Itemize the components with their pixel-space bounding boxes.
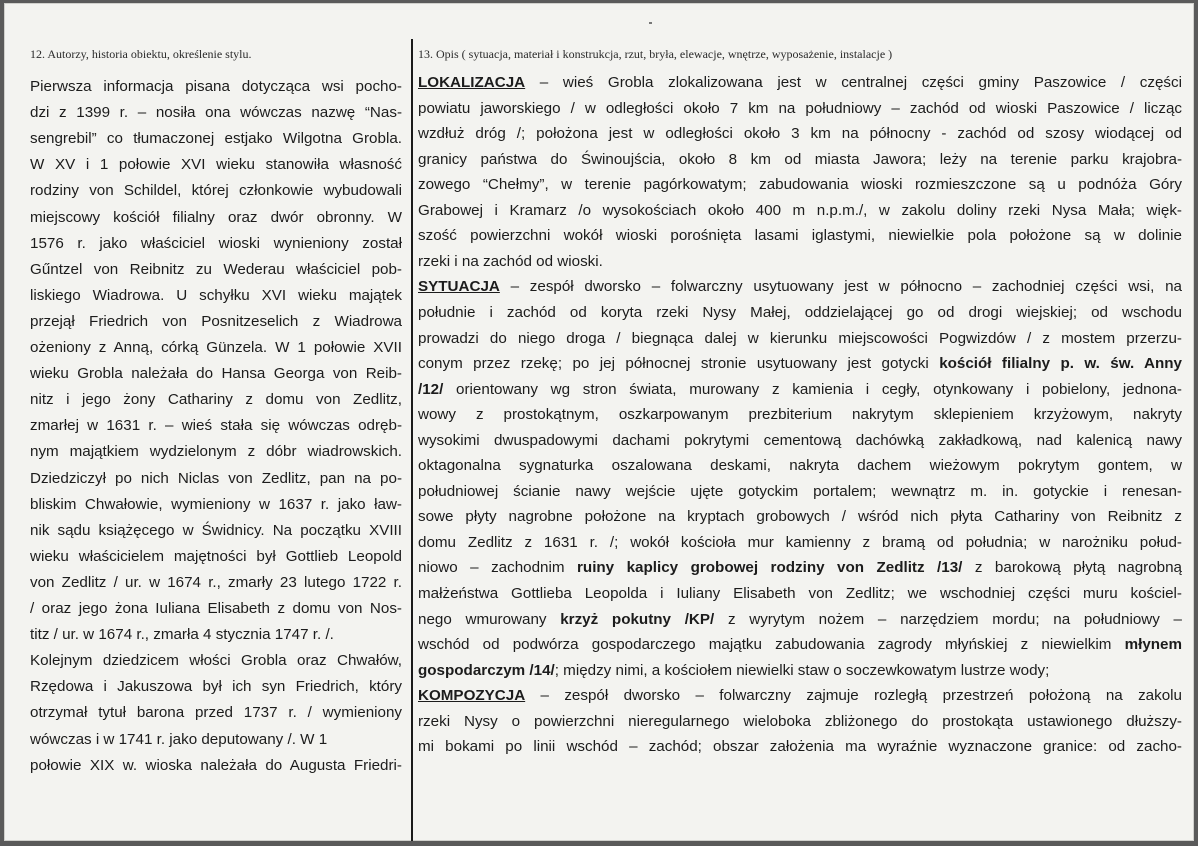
text-segment: conym przez rzekę; po jej północnej stronie usytuowany jest gotycki [418, 355, 940, 373]
text-line [418, 150, 1182, 170]
text-line [418, 737, 1182, 757]
section-heading: KOMPOZYCJA [418, 687, 526, 705]
text-line: rodziny von Schildel, której członkowie wybudowali [30, 182, 402, 200]
text-line: W XV i 1 połowie XVI wieku stanowiła własność [30, 156, 402, 174]
text-line: Pierwsza informacja pisana dotycząca wsi pocho- [30, 78, 402, 95]
text-line: dzi z 1399 r. – nosiła ona wówczas nazwę “Nas- [30, 104, 402, 122]
text-line: przejął Friedrich von Posnitzeselich z Wiadrowa [30, 312, 402, 330]
text-segment: powiatu jaworskiego / w odległości około 7 km na południowy – zachód od wioski Paszowice / licząc [418, 99, 1182, 117]
column-divider [411, 39, 413, 841]
text-line: połowie XIX w. wioska należała do Augusta Friedri- [30, 756, 402, 774]
text-segment: zowego “Chełmy”, w terenie pagórkowatym; zabudowania wioski rozmieszczone są u podnóża Góry [418, 176, 1182, 194]
text-line: wieku właścicielem majętności był Gottlieb Leopold [30, 547, 402, 565]
section-13-header: 13. Opis ( sytuacja, materiał i konstrukcja, rzut, bryła, elewacje, wnętrze, wyposażenie, instalacje ) [418, 47, 893, 61]
text-line: bliskim Chwałowie, wymieniony w 1637 r. jako ław- [30, 495, 402, 513]
text-segment: – zespół dworsko – folwarczny usytuowany jest w północno – zachodniej części wsi, na [499, 278, 1182, 296]
document-page [4, 3, 1194, 841]
text-line: 1576 r. jako właściciel wioski wynieniony został [30, 234, 402, 252]
text-segment: południe i zachód od koryta rzeki Nysy Małej, oddzielającej go od drogi wiejskiej; od wschodu [418, 303, 1182, 321]
text-segment: wysokimi dwuspadowymi dachami pokrytymi cementową dachówką zakładkową, nad kalenicą nawy [418, 431, 1182, 449]
text-segment: z barokową płytą nagrobną [962, 559, 1182, 577]
text-line: titz / ur. w 1674 r., zmarła 4 stycznia 1747 r. /. [30, 626, 334, 644]
text-line [418, 507, 1182, 527]
text-line [418, 380, 1182, 400]
scan-speck [649, 22, 652, 24]
section-12-header: 12. Autorzy, historia obiektu, określenie stylu. [30, 47, 252, 61]
bold-phrase: gospodarczym /14/ [418, 661, 555, 679]
text-line: sengrebil” co tłumaczonej estjako Wilgotna Grobla. [30, 130, 402, 148]
bold-phrase: młynem [1124, 636, 1182, 654]
text-segment: orientowany wg stron świata, murowany z kamienia i cegły, otynkowany i pobielony, jednona- [443, 380, 1182, 398]
text-line [418, 431, 1182, 451]
text-segment: szość powierzchni wokół wioski porośnięta lasami iglastymi, niewielkie pola położone są w dolinie [418, 227, 1182, 245]
bold-phrase: kościół filialny p. w. św. Anny [939, 355, 1182, 373]
bold-phrase: ruiny kaplicy grobowej rodziny von Zedlitz /13/ [577, 559, 963, 577]
text-line [418, 73, 1182, 93]
text-line [418, 329, 1182, 349]
text-line: miejscowy kościół filialny oraz dwór obronny. W [30, 208, 402, 226]
text-line: nitz i jego żony Cathariny z domu von Zedlitz, [30, 391, 402, 409]
text-segment: nego wmurowany [418, 610, 561, 628]
text-line: nik sądu książęcego w Świdnicy. Na początku XVIII [30, 521, 402, 539]
text-line: wieku Grobla należała do Hansa Georga von Reib- [30, 365, 402, 383]
text-line [418, 635, 1182, 655]
text-segment: małżeństwa Gottlieba Leopolda i Iuliany Elisabeth von Zedlitz; we wschodniej części muru kościel- [418, 585, 1182, 602]
text-segment: wowy z prostokątnym, oszkarpowanym prezbiterium nakrytym sklepieniem krzyżowym, nakryty [418, 406, 1182, 424]
text-line [418, 252, 1182, 272]
text-line [418, 712, 1182, 732]
text-line: von Zedlitz / ur. w 1674 r., zmarły 23 lutego 1722 r. [30, 573, 402, 591]
bold-phrase: krzyż pokutny /KP/ [560, 610, 715, 628]
text-line [418, 610, 1182, 630]
section-heading: SYTUACJA [418, 278, 500, 296]
text-line [418, 303, 1182, 323]
text-segment: rzeki i na zachód od wioski. [418, 252, 603, 270]
text-line [418, 175, 1182, 195]
text-line: Gűntzel von Reibnitz zu Wederau właściciel pob- [30, 260, 402, 278]
text-line [418, 686, 1182, 706]
text-segment: południowej ścianie nawy wejście ujęte gotyckim portalem; wewnątrz m. in. gotyckie i renesan- [418, 482, 1182, 500]
text-line: / oraz jego żona Iuliana Elisabeth z domu von Nos- [30, 600, 402, 617]
text-line [418, 482, 1182, 502]
text-segment: wschód od podwórza gospodarczego majątku zabudowania zagrody młyńskiej z niewielkim [418, 636, 1125, 654]
text-line [418, 354, 1182, 374]
text-line: nym majątkiem wydzielonym z dóbr wiadrowskich. [30, 443, 402, 461]
text-line [418, 558, 1182, 578]
text-segment: rzeki Nysy o powierzchni nieregularnego wieloboka zbliżonego do prostokąta ustawionego dłuższy- [418, 712, 1182, 730]
text-line [418, 277, 1182, 297]
section-heading: LOKALIZACJA [418, 74, 526, 91]
text-line: Kolejnym dziedzicem włości Grobla oraz Chwałów, [30, 652, 402, 670]
text-segment: wzdłuż dróg /; położona jest w odległości około 3 km na północny - zachód od szosy wiodącej od [418, 125, 1182, 143]
text-segment: – zespół dworsko – folwarczny zajmuje rozległą przestrzeń położoną na zakolu [525, 687, 1182, 705]
text-segment: niowo – zachodnim [418, 559, 577, 577]
text-segment: ; między nimi, a kościołem niewielki staw o soczewkowatym lustrze wody; [554, 661, 1050, 679]
text-segment: oktagonalna sygnaturka oszalowana deskami, nakryta dachem wieżowym pokrytym gontem, w [418, 457, 1182, 475]
bold-phrase: /12/ [418, 380, 444, 398]
text-line [418, 661, 1182, 681]
text-segment: granicy państwa do Świnoujścia, około 8 km od miasta Jawora; leży na terenie parku krajobra- [418, 150, 1182, 168]
text-line [418, 584, 1182, 604]
text-line: Dziedziczył po nich Niclas von Zedlitz, pan na po- [30, 469, 402, 487]
text-line: liskiego Wiadrowa. U schyłku XVI wieku majątek [30, 286, 402, 304]
text-line: zmarłej w 1631 r. – wieś stała się wówczas odręb- [30, 417, 402, 435]
text-segment: – wieś Grobla zlokalizowana jest w centralnej części gminy Paszowice / części [525, 74, 1182, 91]
text-segment: domu Zedlitz z 1631 r. /; wokół kościoła mur kamienny z bramą od południa; w narożniku połud- [418, 533, 1182, 551]
text-line: Rzędowa i Jakuszowa był ich syn Friedrich, który [30, 678, 402, 696]
text-line [418, 456, 1182, 476]
text-line [418, 405, 1182, 425]
text-line [418, 124, 1182, 144]
text-segment: z wyrytym nożem – narzędziem mordu; na południowy – [714, 610, 1182, 628]
text-line: otrzymał tytuł barona przed 1737 r. / wymieniony [30, 704, 402, 722]
text-line [418, 533, 1182, 553]
text-segment: prowadzi do niego droga / biegnąca dalej w kierunku miejscowości Pogwizdów / z mostem przerzu- [418, 329, 1182, 347]
text-segment: Grabowej i Kramarz /o wysokościach około 400 m n.p.m./, w zakolu doliny rzeki Nysa Mała; więk- [418, 201, 1182, 219]
text-line: wówczas i w 1741 r. jako deputowany /. W 1 [30, 730, 328, 748]
text-line [418, 201, 1182, 221]
text-segment: mi bokami po linii wschód – zachód; obszar założenia ma wyraźnie wyznaczone granice: od zacho- [418, 738, 1182, 756]
text-line [418, 226, 1182, 246]
text-line [418, 99, 1182, 119]
text-segment: sowe płyty nagrobne położone na kryptach grobowych / wśród nich płyta Cathariny von Reibnitz z [418, 508, 1182, 526]
text-line: ożeniony z Anną, córką Günzela. W 1 połowie XVII [30, 339, 402, 356]
